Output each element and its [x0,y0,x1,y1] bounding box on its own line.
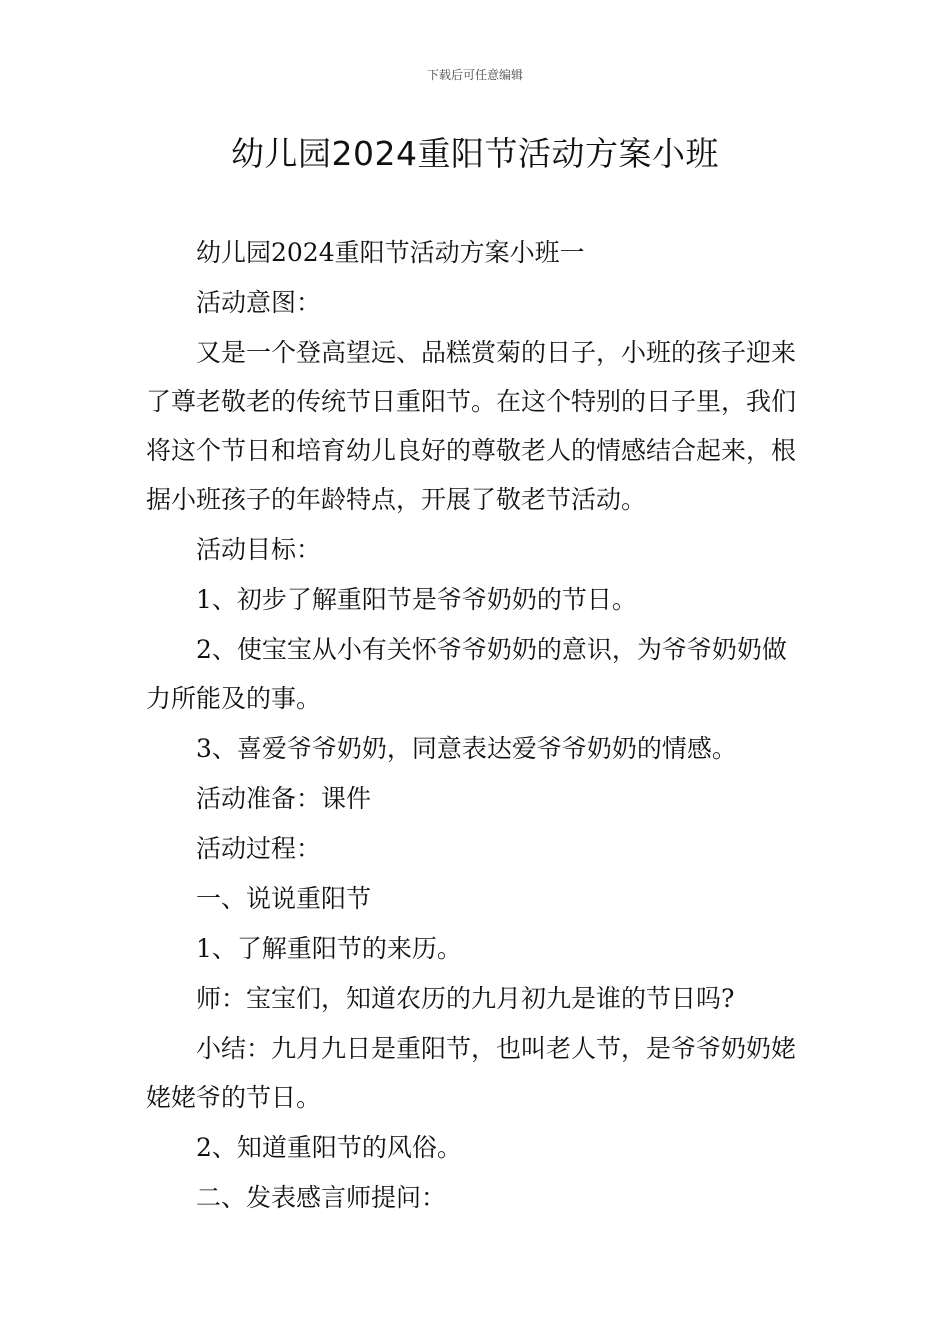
paragraph-goal-3: 3、喜爱爷爷奶奶，同意表达爱爷爷奶奶的情感。 [196,734,737,763]
document-title: 幼儿园2024重阳节活动方案小班 [231,134,719,173]
paragraph-intent-label: 活动意图： [196,288,322,317]
paragraph-process-label: 活动过程： [196,834,322,863]
paragraph-section-heading: 幼儿园2024重阳节活动方案小班一 [196,238,585,267]
document-body [146,228,808,1223]
paragraph-goal-2: 2、使宝宝从小有关怀爷爷奶奶的意识，为爷爷奶奶做力所能及的事。 [146,635,787,713]
paragraph-preparation: 活动准备：课件 [196,784,372,813]
paragraph-goal-1: 1、初步了解重阳节是爷爷奶奶的节日。 [196,585,637,614]
paragraph-goals-label: 活动目标： [196,535,322,564]
paragraph-step-2: 二、发表感言师提问： [196,1183,447,1212]
paragraph-step-1-2: 2、知道重阳节的风俗。 [196,1133,462,1162]
paragraph-summary: 小结：九月九日是重阳节，也叫老人节，是爷爷奶奶姥姥姥爷的节日。 [146,1034,797,1112]
paragraph-step-1: 一、说说重阳节 [196,884,372,913]
paragraph-teacher-question: 师：宝宝们，知道农历的九月初九是谁的节日吗? [196,984,735,1013]
paragraph-intent-text: 又是一个登高望远、品糕赏菊的日子，小班的孩子迎来了尊老敬老的传统节日重阳节。在这个特别的日子里，我们将这个节日和培育幼儿良好的尊敬老人的情感结合起来，根据小班孩子的年龄特点，开展了敬老节活动。 [146,338,797,514]
page-header-note: 下载后可任意编辑 [426,68,523,82]
paragraph-step-1-1: 1、了解重阳节的来历。 [196,934,462,963]
